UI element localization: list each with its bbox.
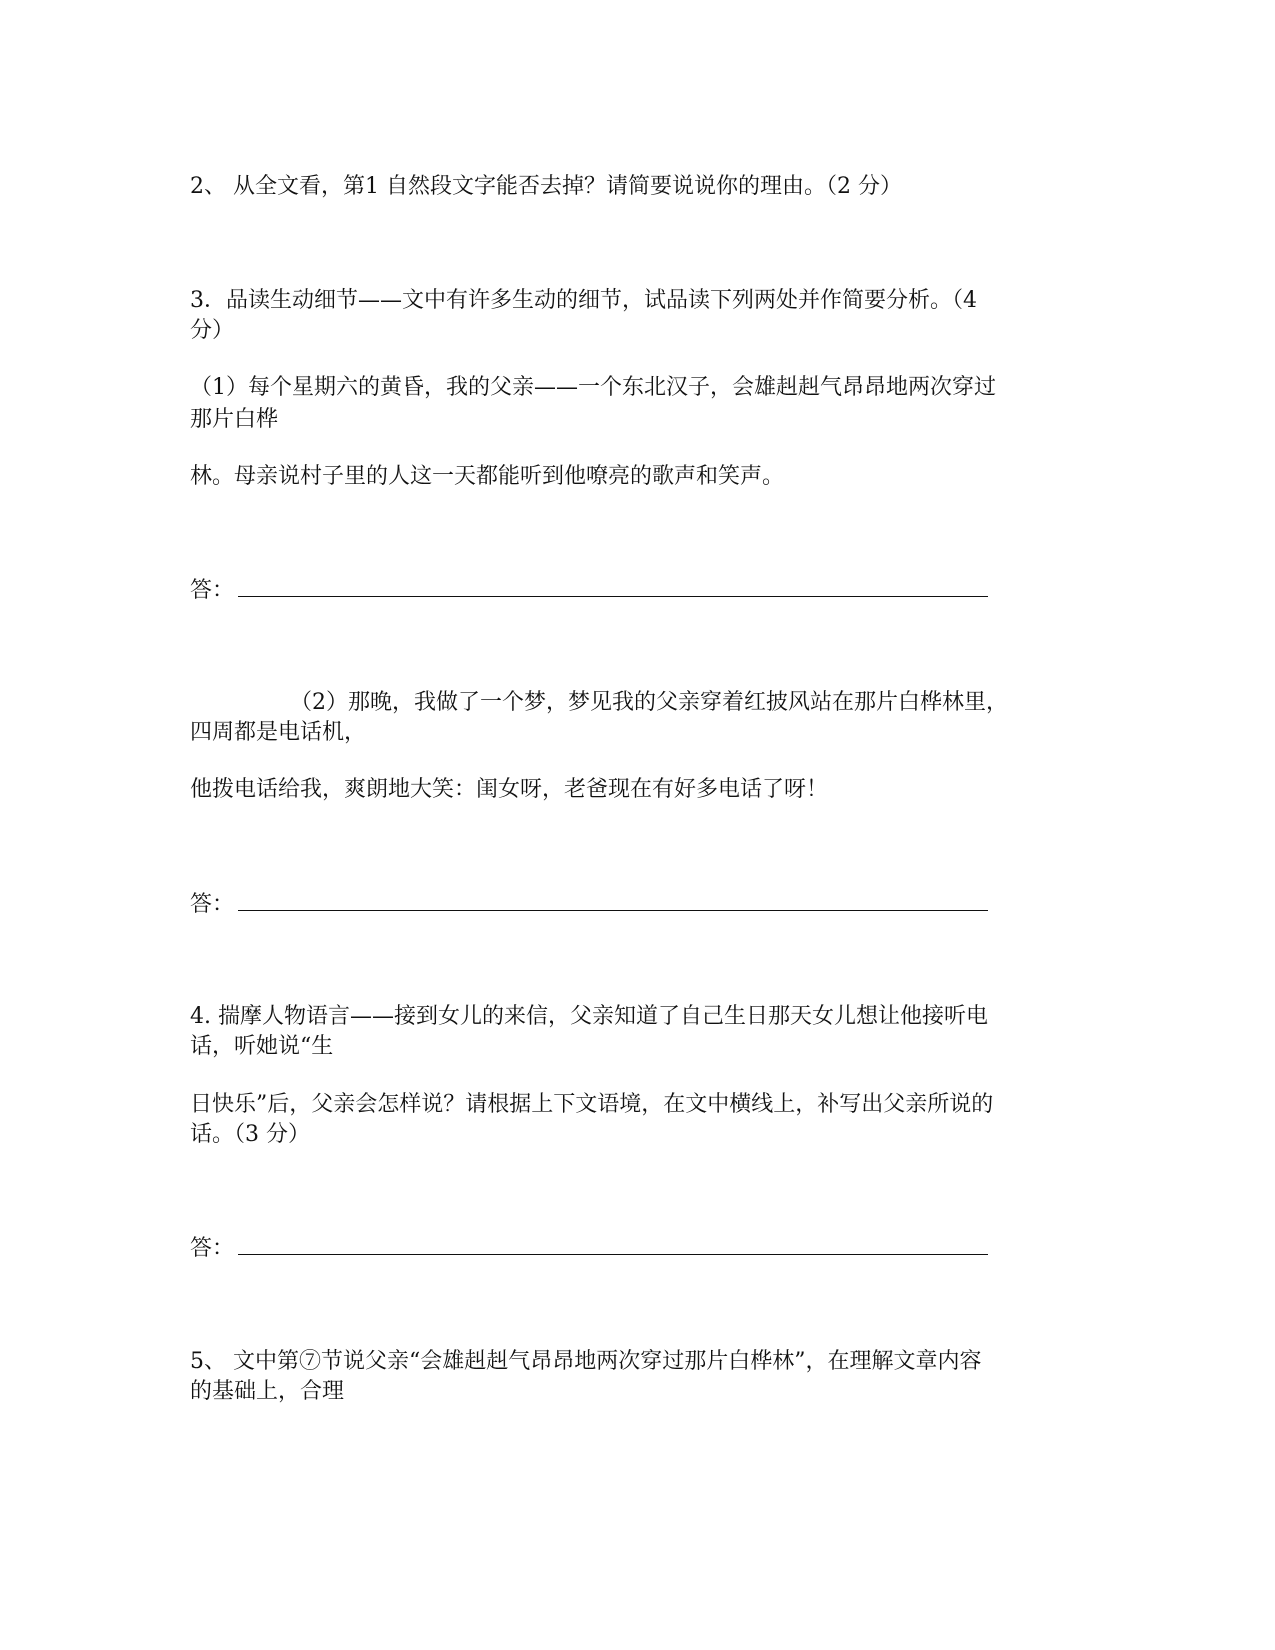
answer-label: 答：	[190, 1236, 235, 1261]
question-3-item-2-line-1	[190, 686, 1100, 719]
answer-blank-line[interactable]	[238, 888, 988, 911]
question-3-heading-line-2: 分）	[190, 318, 235, 343]
answer-blank-line[interactable]	[238, 574, 988, 597]
answer-blank-line[interactable]	[238, 1232, 988, 1255]
question-3-heading-line-1: 3．品读生动细节——文中有许多生动的细节，试品读下列两处并作简要分析。（4	[190, 288, 977, 313]
answer-label: 答：	[190, 892, 235, 917]
question-3-answer-1	[190, 574, 988, 607]
question-3-item-2-line-3: 他拨电话给我，爽朗地大笑：闺女呀，老爸现在有好多电话了呀！	[190, 777, 829, 802]
question-2: 2、 从全文看，第1 自然段文字能否去掉？请简要说说你的理由。（2 分）	[190, 174, 902, 199]
question-5-line-1: 5、 文中第⑦节说父亲“会雄赳赳气昂昂地两次穿过那片白桦林”，在理解文章内容	[190, 1349, 982, 1374]
question-3-item-2-line-2: 四周都是电话机，	[190, 720, 367, 745]
question-4-line-4: 话。（3 分）	[190, 1122, 310, 1147]
question-3-item-1-line-3: 林。母亲说村子里的人这一天都能听到他嘹亮的歌声和笑声。	[190, 464, 785, 489]
question-3-item-1-line-1: （1）每个星期六的黄昏，我的父亲——一个东北汉子，会雄赳赳气昂昂地两次穿过	[190, 375, 996, 400]
question-5-line-2: 的基础上，合理	[190, 1379, 345, 1404]
question-4-line-3: 日快乐”后，父亲会怎样说？请根据上下文语境，在文中横线上，补写出父亲所说的	[190, 1092, 994, 1117]
question-4-line-2: 话，听她说“生	[190, 1034, 334, 1059]
answer-label: 答：	[190, 578, 235, 603]
question-4-answer	[190, 1232, 988, 1265]
question-3-item-1-line-2: 那片白桦	[190, 407, 279, 432]
question-3-item-2-text: （2）那晚，我做了一个梦，梦见我的父亲穿着红披风站在那片白桦林里，	[290, 690, 1008, 715]
question-4-line-1: 4. 揣摩人物语言——接到女儿的来信，父亲知道了自己生日那天女儿想让他接听电	[190, 1004, 988, 1029]
question-3-answer-2	[190, 888, 988, 921]
